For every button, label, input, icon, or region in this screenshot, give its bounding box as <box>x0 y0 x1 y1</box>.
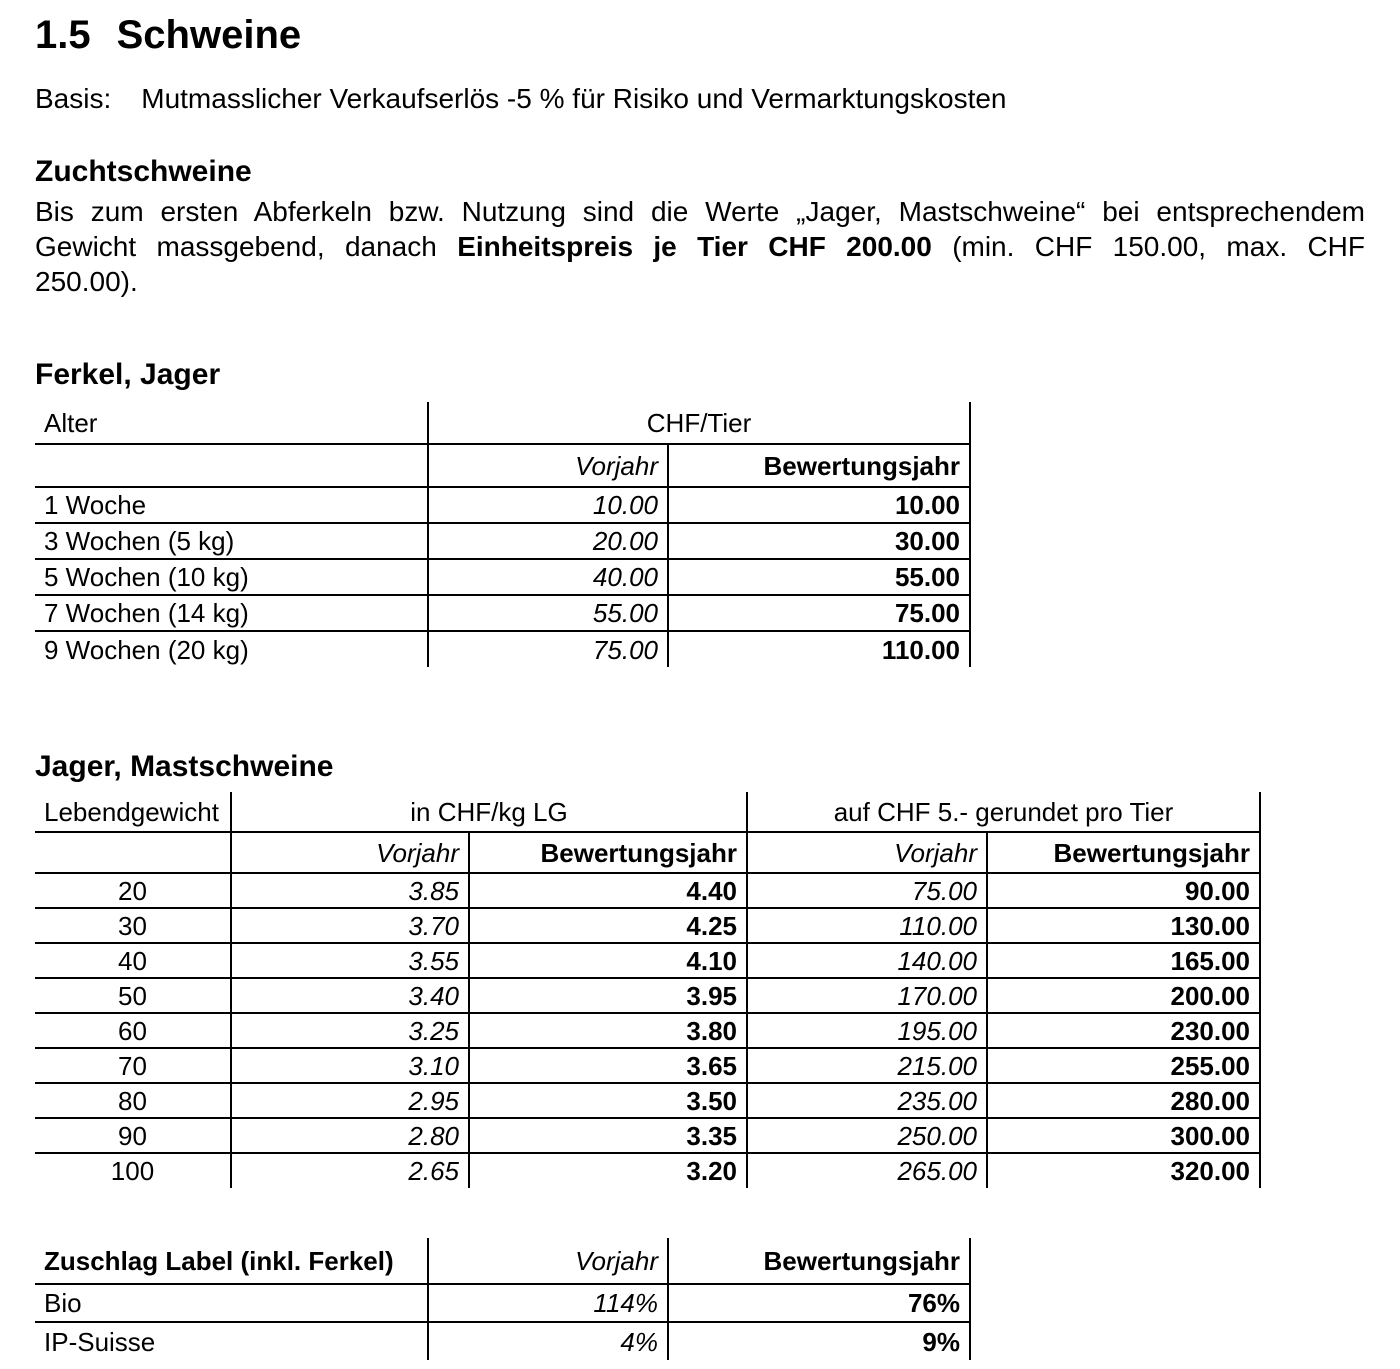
lebendgewicht-header-cell: Lebendgewicht <box>35 792 231 832</box>
kg-vorjahr-cell: 3.55 <box>231 943 469 978</box>
bewertungsjahr-header-cell: Bewertungsjahr <box>987 832 1260 873</box>
table-row <box>35 487 970 523</box>
vorjahr-value-cell: 114% <box>428 1284 668 1322</box>
bewertungsjahr-value-cell: 76% <box>668 1284 970 1322</box>
section-title-text: Schweine <box>116 13 302 57</box>
table-header-row <box>35 402 970 444</box>
tier-vorjahr-cell: 140.00 <box>747 943 987 978</box>
vorjahr-header-cell: Vorjahr <box>428 1238 668 1284</box>
bewertungsjahr-value-cell: 75.00 <box>668 595 970 631</box>
kg-bewertungsjahr-cell: 4.25 <box>469 908 747 943</box>
tier-vorjahr-cell: 170.00 <box>747 978 987 1013</box>
gewicht-cell: 90 <box>35 1118 231 1153</box>
zuchtschweine-heading: Zuchtschweine <box>35 155 252 188</box>
section-number: 1.5 <box>35 13 91 57</box>
gerundet-group-header-cell: auf CHF 5.- gerundet pro Tier <box>747 792 1260 832</box>
gewicht-cell: 100 <box>110 1156 155 1186</box>
kg-bewertungsjahr-cell: 4.40 <box>469 873 747 908</box>
bewertungsjahr-value-cell: 9% <box>668 1322 970 1360</box>
vorjahr-header-cell: Vorjahr <box>747 832 987 873</box>
kg-bewertungsjahr-cell: 3.65 <box>469 1048 747 1083</box>
zuchtschweine-paragraph <box>35 194 1365 299</box>
empty-cell <box>35 832 231 873</box>
bewertungsjahr-value-cell: 55.00 <box>668 559 970 595</box>
table-row <box>35 559 970 595</box>
label-cell: IP-Suisse <box>44 1326 156 1357</box>
einheitspreis-bold-text: Einheitspreis je Tier CHF 200.00 <box>457 231 932 262</box>
bewertungsjahr-header-cell: Bewertungsjahr <box>668 1238 970 1284</box>
tier-bewertungsjahr-cell: 230.00 <box>987 1013 1260 1048</box>
tier-bewertungsjahr-cell: 255.00 <box>987 1048 1260 1083</box>
kg-vorjahr-cell: 2.95 <box>231 1083 469 1118</box>
tier-vorjahr-cell: 215.00 <box>747 1048 987 1083</box>
tier-vorjahr-cell: 265.00 <box>747 1153 987 1188</box>
tier-vorjahr-cell: 235.00 <box>747 1083 987 1118</box>
kg-bewertungsjahr-cell: 3.50 <box>469 1083 747 1118</box>
gewicht-cell: 80 <box>35 1083 231 1118</box>
basis-text: Mutmasslicher Verkaufserlös -5 % für Risiko und Vermarktungskosten <box>141 83 1007 114</box>
ferkel-jager-table <box>35 402 971 667</box>
table-row <box>35 631 970 667</box>
vorjahr-header-cell: Vorjahr <box>231 832 469 873</box>
kg-bewertungsjahr-cell: 4.10 <box>469 943 747 978</box>
ferkel-jager-heading: Ferkel, Jager <box>35 358 221 391</box>
kg-vorjahr-cell: 3.10 <box>231 1048 469 1083</box>
vorjahr-value-cell: 40.00 <box>428 559 668 595</box>
tier-bewertungsjahr-cell: 130.00 <box>987 908 1260 943</box>
alter-cell: 1 Woche <box>35 487 428 523</box>
kg-vorjahr-cell: 3.25 <box>231 1013 469 1048</box>
table-row <box>35 1153 1260 1188</box>
table-row <box>35 1013 1260 1048</box>
paragraph-text: Bis zum ersten Abferkeln bzw. Nutzung sind die Werte „Jager, Mastschweine“ bei entsprechendem <box>35 196 1365 227</box>
kg-bewertungsjahr-cell: 3.80 <box>469 1013 747 1048</box>
gewicht-cell: 20 <box>35 873 231 908</box>
chf-kg-group-header-cell: in CHF/kg LG <box>231 792 747 832</box>
basis-line <box>35 82 1365 116</box>
table-row <box>35 943 1260 978</box>
zuschlag-header-cell: Zuschlag Label (inkl. Ferkel) <box>35 1238 428 1284</box>
paragraph-text: 250.00). <box>35 266 138 297</box>
tier-vorjahr-cell: 250.00 <box>747 1118 987 1153</box>
kg-vorjahr-cell: 2.80 <box>231 1118 469 1153</box>
tier-bewertungsjahr-cell: 320.00 <box>987 1153 1260 1188</box>
kg-bewertungsjahr-cell: 3.35 <box>469 1118 747 1153</box>
vorjahr-value-cell: 20.00 <box>428 523 668 559</box>
tier-bewertungsjahr-cell: 200.00 <box>987 978 1260 1013</box>
tier-vorjahr-cell: 75.00 <box>747 873 987 908</box>
table-header-row <box>35 792 1260 832</box>
label-cell: Bio <box>35 1284 428 1322</box>
bewertungsjahr-header-cell: Bewertungsjahr <box>668 444 970 487</box>
table-header-row <box>35 1238 970 1284</box>
tier-bewertungsjahr-cell: 90.00 <box>987 873 1260 908</box>
paragraph-text: Gewicht massgebend, danach <box>35 231 437 262</box>
paragraph-line-2 <box>35 229 1365 264</box>
tier-bewertungsjahr-cell: 300.00 <box>987 1118 1260 1153</box>
tier-bewertungsjahr-cell: 165.00 <box>987 943 1260 978</box>
table-row <box>35 1322 970 1360</box>
alter-cell: 7 Wochen (14 kg) <box>35 595 428 631</box>
table-row <box>35 1284 970 1322</box>
table-row <box>35 978 1260 1013</box>
page-title <box>35 12 1365 58</box>
empty-cell <box>35 444 428 487</box>
vorjahr-value-cell: 75.00 <box>428 631 668 667</box>
kg-vorjahr-cell: 3.70 <box>231 908 469 943</box>
bewertungsjahr-value-cell: 30.00 <box>668 523 970 559</box>
alter-cell: 5 Wochen (10 kg) <box>35 559 428 595</box>
jager-mastschweine-heading: Jager, Mastschweine <box>35 750 334 783</box>
table-row <box>35 523 970 559</box>
gewicht-cell: 30 <box>35 908 231 943</box>
bewertungsjahr-header-cell: Bewertungsjahr <box>469 832 747 873</box>
vorjahr-value-cell: 55.00 <box>428 595 668 631</box>
table-row <box>35 595 970 631</box>
bewertungsjahr-value-cell: 110.00 <box>668 631 970 667</box>
alter-header-cell: Alter <box>35 402 428 444</box>
gewicht-cell: 60 <box>35 1013 231 1048</box>
table-row <box>35 1118 1260 1153</box>
table-subheader-row <box>35 444 970 487</box>
gewicht-cell: 50 <box>35 978 231 1013</box>
tier-bewertungsjahr-cell: 280.00 <box>987 1083 1260 1118</box>
paragraph-line-1 <box>35 194 1365 229</box>
table-row <box>35 1048 1260 1083</box>
bewertungsjahr-value-cell: 10.00 <box>668 487 970 523</box>
kg-vorjahr-cell: 3.85 <box>231 873 469 908</box>
paragraph-line-3 <box>35 264 1365 299</box>
tier-vorjahr-cell: 195.00 <box>747 1013 987 1048</box>
table-subheader-row <box>35 832 1260 873</box>
alter-cell: 3 Wochen (5 kg) <box>35 523 428 559</box>
table-row <box>35 1083 1260 1118</box>
paragraph-text: (min. CHF 150.00, max. CHF <box>952 231 1366 262</box>
alter-cell: 9 Wochen (20 kg) <box>44 634 249 665</box>
zuschlag-label-table <box>35 1238 971 1360</box>
table-row <box>35 908 1260 943</box>
tier-vorjahr-cell: 110.00 <box>747 908 987 943</box>
gewicht-cell: 40 <box>35 943 231 978</box>
chf-tier-group-header-cell: CHF/Tier <box>428 402 970 444</box>
vorjahr-value-cell: 10.00 <box>428 487 668 523</box>
vorjahr-header-cell: Vorjahr <box>428 444 668 487</box>
kg-bewertungsjahr-cell: 3.95 <box>469 978 747 1013</box>
kg-vorjahr-cell: 3.40 <box>231 978 469 1013</box>
kg-vorjahr-cell: 2.65 <box>231 1153 469 1188</box>
gewicht-cell: 70 <box>35 1048 231 1083</box>
kg-bewertungsjahr-cell: 3.20 <box>469 1153 747 1188</box>
table-row <box>35 873 1260 908</box>
basis-label: Basis: <box>35 83 112 114</box>
vorjahr-value-cell: 4% <box>428 1322 668 1360</box>
jager-mastschweine-table <box>35 792 1261 1188</box>
